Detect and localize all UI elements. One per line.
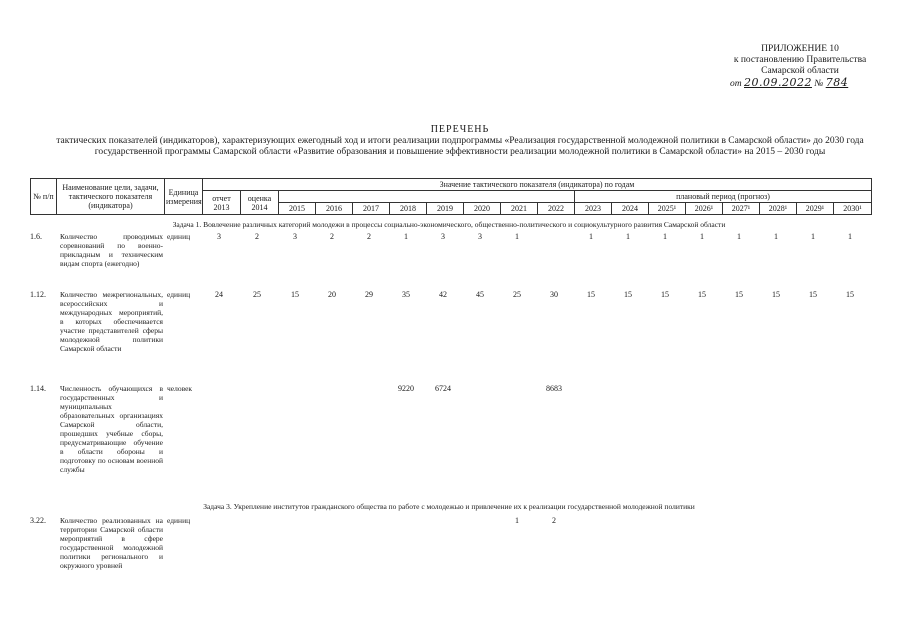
document-heading [40,124,880,158]
indicator-value: 1 [737,232,741,241]
col-unit: Единица измерения [165,179,203,215]
col-year: 2030¹ [834,203,872,215]
number-prefix: № [814,79,824,89]
indicator-value: 3 [441,232,445,241]
indicator-value: 1 [404,232,408,241]
indicator-value: 1 [589,232,593,241]
indicator-value: 15 [846,290,854,299]
indicator-value: 30 [550,290,558,299]
indicator-value: 3 [293,232,297,241]
indicator-value: 24 [215,290,223,299]
indicator-value: 42 [439,290,447,299]
indicator-name: Количество межрегиональных, всероссийских и международных мероприятий, в которых обеспечивается участие представителей сферы молодежной политики Самарской области [60,290,163,353]
appendix-label: ПРИЛОЖЕНИЕ 10 [761,44,839,54]
indicator-value: 35 [402,290,410,299]
indicator-name: Численность обучающихся в государственных и муниципальных образовательных организациях Самарской области, прошедших учебные сборы, предусматривающие обучение в области обороны и подготовку по основам военной службы [60,384,163,474]
indicator-value: 15 [809,290,817,299]
indicator-value: 15 [698,290,706,299]
indicator-value: 45 [476,290,484,299]
indicator-value: 2 [330,232,334,241]
indicator-unit: единиц [167,232,191,241]
col-year: 2026¹ [686,203,723,215]
indicator-value: 1 [774,232,778,241]
col-year-estimate: оценка 2014 [241,191,279,215]
indicators-table-header [30,178,872,215]
indicator-value: 1 [515,516,519,525]
indicator-value: 1 [848,232,852,241]
col-year: 2021 [501,203,538,215]
indicator-number: 3.22. [30,516,46,525]
indicator-value: 1 [700,232,704,241]
col-year: 2023 [575,203,612,215]
indicator-number: 1.6. [30,232,42,241]
indicator-value: 15 [735,290,743,299]
indicator-value: 15 [587,290,595,299]
col-year: 2029¹ [797,203,834,215]
indicator-value: 1 [626,232,630,241]
indicator-value: 25 [513,290,521,299]
approval-block [700,44,900,90]
indicator-value: 2 [255,232,259,241]
col-year: 2015 [279,203,316,215]
indicator-value: 1 [515,232,519,241]
col-year: 2024 [612,203,649,215]
indicator-value: 2 [552,516,556,525]
indicator-name: Количество проводимых соревнований по военно-прикладным и техническим видам спорта (ежегодно) [60,232,163,268]
document-subtitle: тактических показателей (индикаторов), характеризующих ежегодный ход и итоги реализации подпрограммы «Реализация государственной молодежной политики в Самарской области» до 2030 года государственной программы Самарской области «Развитие образования и повышение эффективности реализации молодежной политики в Самарской области» на 2015 – 2030 годы [56,136,864,157]
col-num: № п/п [31,179,57,215]
col-year-report: отчет 2013 [203,191,241,215]
indicator-value: 9220 [398,384,414,393]
date-value: 20.09.2022 [744,76,812,89]
region-label: Самарской области [761,66,839,76]
date-number-line [700,77,900,90]
indicator-value: 20 [328,290,336,299]
number-value: 784 [825,76,849,89]
col-values-group: Значение тактического показателя (индикатора) по годам [203,179,872,191]
col-year: 2016 [316,203,353,215]
document-title: ПЕРЕЧЕНЬ [430,124,490,135]
indicator-number: 1.14. [30,384,46,393]
indicator-name: Количество реализованных на территории Самарской области мероприятий в сфере государственной молодежной политики регионального и окружного уровней [60,516,163,570]
indicator-number: 1.12. [30,290,46,299]
indicator-value: 25 [253,290,261,299]
resolution-label: к постановлению Правительства [733,55,867,65]
col-year: 2025¹ [649,203,686,215]
indicator-unit: человек [167,384,193,393]
col-year: 2018 [390,203,427,215]
indicator-value: 1 [811,232,815,241]
indicator-value: 3 [478,232,482,241]
indicator-unit: единиц [167,290,191,299]
indicator-unit: единиц [167,516,191,525]
indicator-value: 8683 [546,384,562,393]
col-year: 2020 [464,203,501,215]
task-heading: Задача 1. Вовлечение различных категорий молодежи в процессы социально-экономического, общественно-политического и социокультурного развития Самарской области [172,220,726,229]
indicator-value: 3 [217,232,221,241]
col-year: 2027¹ [723,203,760,215]
indicator-value: 29 [365,290,373,299]
col-year: 2019 [427,203,464,215]
indicator-value: 1 [663,232,667,241]
date-prefix: от [730,79,742,89]
indicator-value: 15 [661,290,669,299]
col-name: Наименование цели, задачи, тактического показателя (индикатора) [57,179,165,215]
col-spacer [279,191,575,203]
col-year: 2022 [538,203,575,215]
indicator-value: 15 [291,290,299,299]
col-planned-group: плановый период (прогноз) [575,191,872,203]
indicator-value: 6724 [435,384,451,393]
col-year: 2028¹ [760,203,797,215]
col-year: 2017 [353,203,390,215]
indicator-value: 15 [624,290,632,299]
indicator-value: 2 [367,232,371,241]
indicator-value: 15 [772,290,780,299]
task-heading: Задача 3. Укрепление институтов гражданского общества по работе с молодежью и привлечение их к реализации государственной молодежной политики [203,502,695,511]
